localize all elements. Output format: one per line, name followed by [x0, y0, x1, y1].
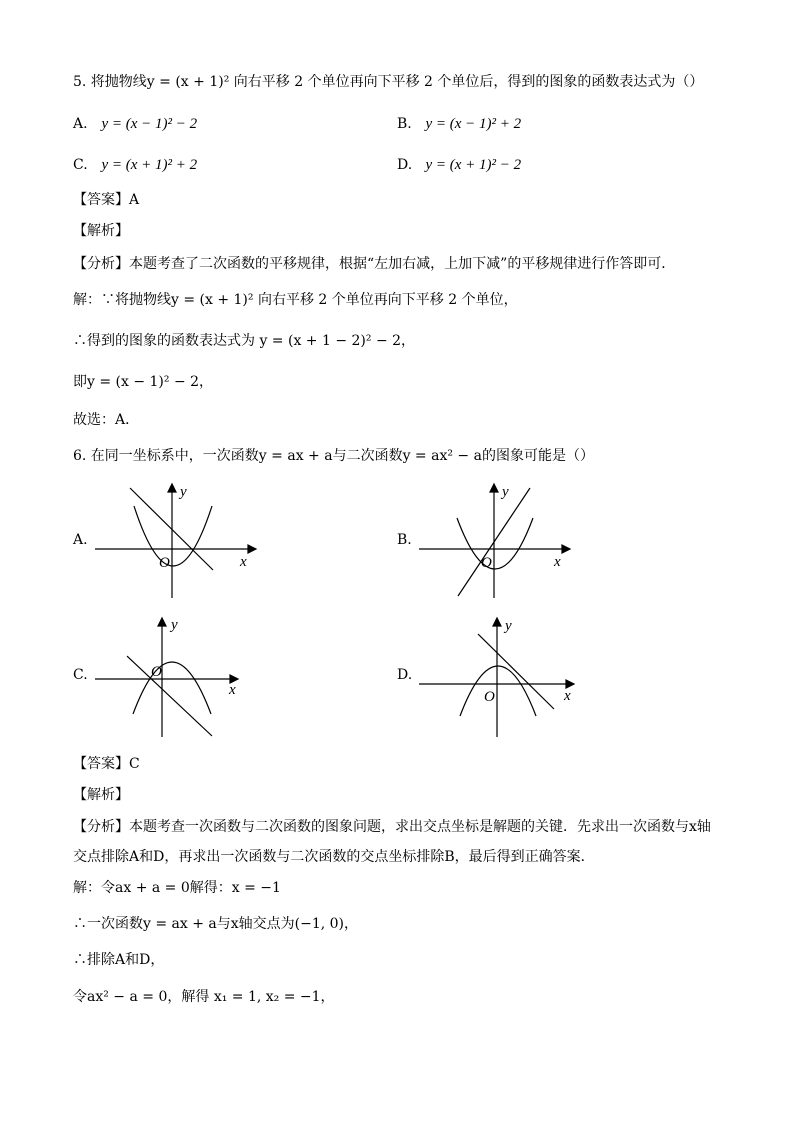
- y-axis-arrow: [158, 618, 166, 626]
- q6-analysis-line-2: 交点排除A和D，再求出一次函数与二次函数的交点坐标排除B，最后得到正确答案．: [73, 849, 595, 865]
- x-axis-label: x: [564, 688, 571, 704]
- q5-option-c[interactable]: [73, 155, 197, 175]
- q5-solution-line-1: 解：∵将抛物线y = (x + 1)² 向右平移 2 个单位再向下平移 2 个单位，: [73, 292, 518, 308]
- x-axis-arrow: [566, 680, 574, 688]
- q6-stem: 6. 在同一坐标系中，一次函数y = ax + a与二次函数y = ax² − a的图象可能是（）: [73, 448, 594, 464]
- q5-analysis: 【分析】本题考查了二次函数的平移规律，根据“左加右减，上加下减”的平移规律进行作答即可．: [73, 256, 676, 272]
- parabola: [133, 662, 211, 714]
- option-label: C.: [73, 157, 88, 173]
- x-axis-label: x: [554, 554, 561, 570]
- option-label: B.: [397, 116, 412, 132]
- x-axis-arrow: [562, 545, 570, 553]
- q5-option-b[interactable]: [397, 114, 521, 134]
- q5-option-d[interactable]: [397, 155, 521, 175]
- origin-label: O: [481, 555, 492, 571]
- q5-answer: 【答案】A: [73, 192, 140, 208]
- y-axis-label: y: [180, 484, 187, 500]
- q6-solution-line-1: 解：令ax + a = 0解得：x = −1: [73, 880, 281, 896]
- q5-stem: 5. 将抛物线y = (x + 1)² 向右平移 2 个单位再向下平移 2 个单位后，得到的图象的函数表达式为（）: [73, 74, 704, 90]
- straight-line: [127, 656, 212, 736]
- graph-a[interactable]: [90, 478, 260, 603]
- origin-label: O: [151, 664, 162, 680]
- q6-analysis-line-1: 【分析】本题考查一次函数与二次函数的图象问题，求出交点坐标是解题的关键．先求出一次函数与x轴: [73, 819, 711, 835]
- q5-analysis-heading: 【解析】: [73, 223, 129, 239]
- option-expr: y = (x − 1)² + 2: [425, 116, 522, 132]
- option-expr: y = (x + 1)² − 2: [425, 157, 522, 173]
- graph-label-b: B.: [397, 532, 412, 548]
- y-axis-arrow: [490, 484, 498, 492]
- y-axis-label: y: [505, 618, 512, 634]
- y-axis-arrow: [168, 484, 176, 492]
- q5-solution-line-2: ∴得到的图象的函数表达式为 y = (x + 1 − 2)² − 2，: [73, 333, 416, 349]
- graph-label-a: A.: [73, 532, 88, 548]
- graph-label-c: C.: [73, 667, 88, 683]
- q6-solution-line-2: ∴一次函数y = ax + a与x轴交点为(−1, 0)，: [73, 916, 359, 932]
- origin-label: O: [484, 689, 495, 705]
- parabola: [460, 666, 536, 716]
- graph-c[interactable]: [90, 612, 260, 742]
- y-axis-label: y: [171, 617, 178, 633]
- x-axis-label: x: [229, 682, 236, 698]
- x-axis-label: x: [240, 554, 247, 570]
- q6-solution-line-4: 令ax² − a = 0，解得 x₁ = 1, x₂ = −1，: [73, 989, 335, 1005]
- graph-label-d: D.: [397, 667, 413, 683]
- q5-option-a[interactable]: [73, 114, 197, 134]
- graph-d[interactable]: [414, 612, 589, 742]
- graph-b[interactable]: [414, 478, 584, 603]
- y-axis-label: y: [502, 484, 509, 500]
- origin-label: O: [159, 555, 170, 571]
- q6-solution-line-3: ∴排除A和D，: [73, 952, 165, 968]
- q6-answer: 【答案】C: [73, 756, 140, 772]
- option-label: D.: [397, 157, 413, 173]
- q5-solution-line-4: 故选：A．: [73, 412, 140, 428]
- y-axis-arrow: [493, 618, 501, 626]
- option-label: A.: [73, 116, 88, 132]
- option-expr: y = (x − 1)² − 2: [101, 116, 198, 132]
- x-axis-arrow: [248, 545, 256, 553]
- q5-solution-line-3: 即y = (x − 1)² − 2，: [73, 374, 214, 390]
- q6-analysis-heading: 【解析】: [73, 787, 129, 803]
- option-expr: y = (x + 1)² + 2: [101, 157, 198, 173]
- parabola: [457, 518, 533, 569]
